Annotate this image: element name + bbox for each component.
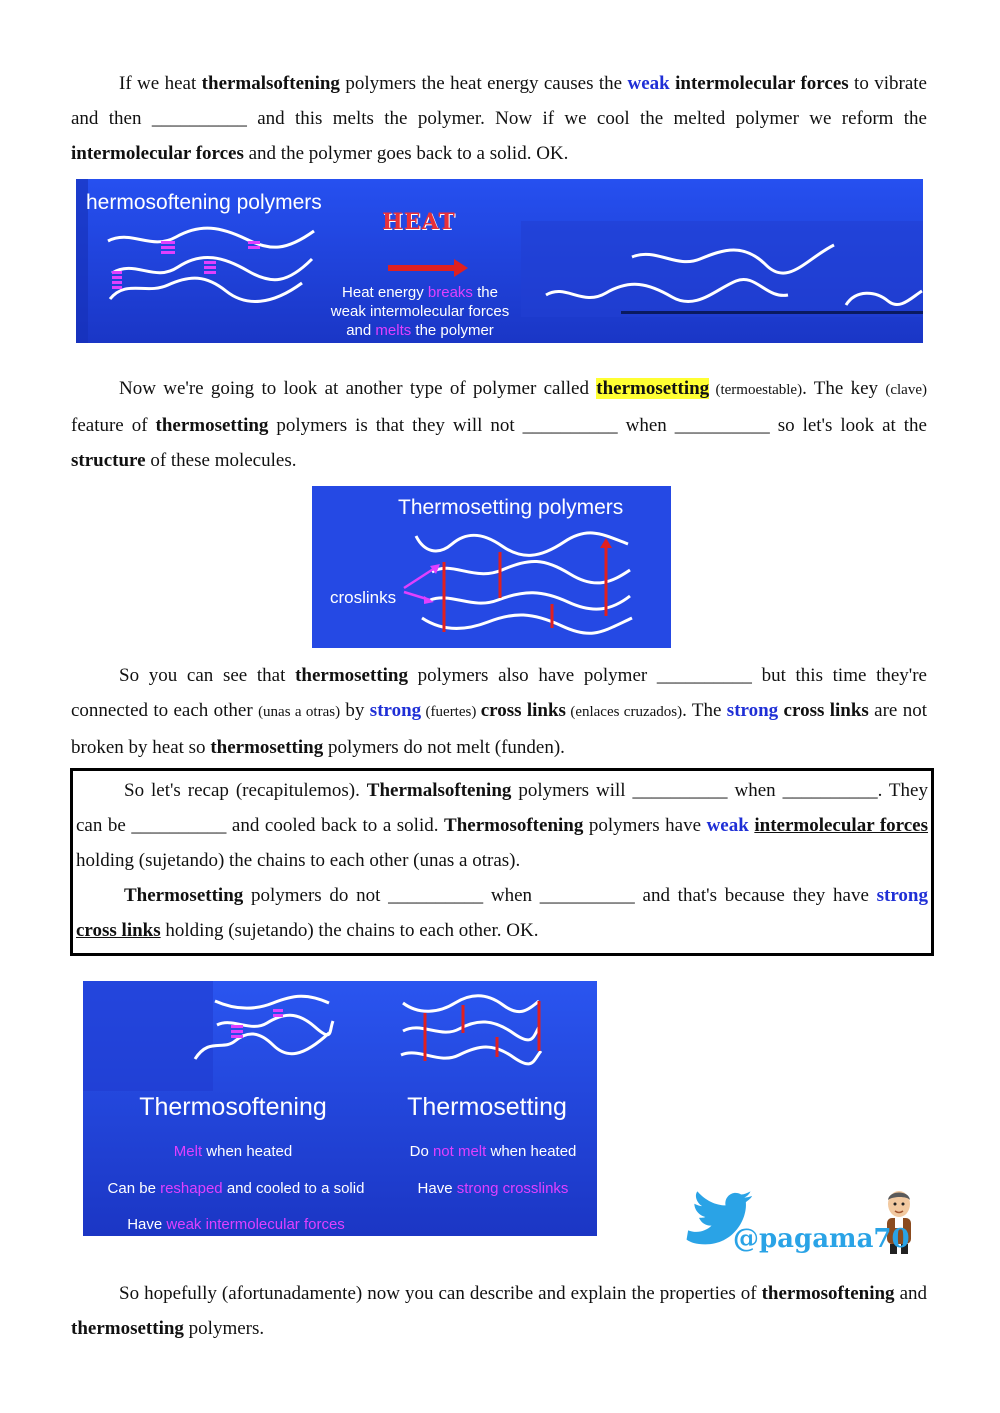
blank-field[interactable]: __________ bbox=[674, 415, 770, 436]
recap-paragraph-thermosoftening: So let's recap (recapitulemos). Thermalsoftening polymers will __________ when __________. They can be __________ and cooled back to a solid. Thermosoftening polymers have weak intermolecular forces holding (sujetando) the chains to each other (unas a otras). bbox=[76, 780, 929, 871]
blank-field[interactable]: __________ bbox=[782, 780, 878, 801]
recap-paragraph-thermosetting: Thermosetting polymers do not __________ when __________ and that's because they have strong cross links holding (sujetando) the chains to each other. OK. bbox=[76, 885, 929, 941]
thermosetting-structure-banner bbox=[312, 486, 671, 648]
blank-field[interactable]: __________ bbox=[522, 415, 618, 436]
heat-label: HEAT bbox=[382, 209, 456, 235]
blank-field[interactable]: __________ bbox=[539, 885, 635, 906]
thermosetting-prop-strong: Have strong crosslinks bbox=[417, 1180, 569, 1197]
thermosoftening-heat-banner bbox=[76, 179, 923, 343]
term-thermosetting-highlight: thermosetting bbox=[596, 378, 710, 399]
thermosoftening-prop-weak: Have weak intermolecular forces bbox=[127, 1216, 345, 1233]
paragraph-intro: If we heat thermalsoftening polymers the heat energy causes the weak intermolecular forces to vibrate and then __________ and this melts the polymer. Now if we cool the melted polymer we reform the intermolecular forces and the polymer goes back to a solid. OK. bbox=[71, 73, 927, 164]
paragraph-crosslinks: So you can see that thermosetting polymers also have polymer __________ but this time they're connected to each other (unas a otras) by strong (fuertes) cross links (enlaces cruzados). The strong cross links are not broken by heat so thermosetting polymers do not melt (funden). bbox=[71, 665, 927, 758]
author-badge bbox=[683, 1188, 923, 1260]
blank-field[interactable]: __________ bbox=[388, 885, 484, 906]
blank-field[interactable]: __________ bbox=[151, 108, 247, 129]
thermosoftening-prop-melt: Melt when heated bbox=[173, 1143, 293, 1160]
blank-field[interactable]: __________ bbox=[632, 780, 728, 801]
paragraph-conclusion: So hopefully (afortunadamente) now you can describe and explain the properties of thermosoftening and thermosetting polymers. bbox=[71, 1283, 928, 1339]
banner-title: hermosoftening polymers bbox=[86, 191, 322, 214]
thermosetting-title: Thermosetting bbox=[407, 1093, 567, 1121]
thermosoftening-title: Thermosoftening bbox=[139, 1093, 327, 1121]
paragraph-thermosetting-intro: Now we're going to look at another type of polymer called thermosetting (termoestable). The key (clave) feature of thermosetting polymers is that they will not __________ when __________ so let's look at the structure of these molecules. bbox=[71, 378, 927, 471]
blank-field[interactable]: __________ bbox=[656, 665, 752, 686]
thermosetting-prop-notmelt: Do not melt when heated bbox=[409, 1143, 577, 1160]
term-weak: weak bbox=[627, 73, 670, 94]
comparison-banner bbox=[83, 981, 597, 1236]
heat-caption: Heat energy breaks the weak intermolecular forces and melts the polymer bbox=[330, 284, 510, 339]
twitter-handle[interactable]: @pagama70 bbox=[733, 1224, 910, 1254]
thermosoftening-prop-reshape: Can be reshaped and cooled to a solid bbox=[107, 1180, 365, 1197]
term-thermalsoftening: thermalsoftening bbox=[201, 73, 340, 94]
banner-title: Thermosetting polymers bbox=[398, 496, 624, 519]
recap-box bbox=[70, 768, 934, 956]
blank-field[interactable]: __________ bbox=[131, 815, 227, 836]
croslinks-label: croslinks bbox=[330, 588, 397, 607]
